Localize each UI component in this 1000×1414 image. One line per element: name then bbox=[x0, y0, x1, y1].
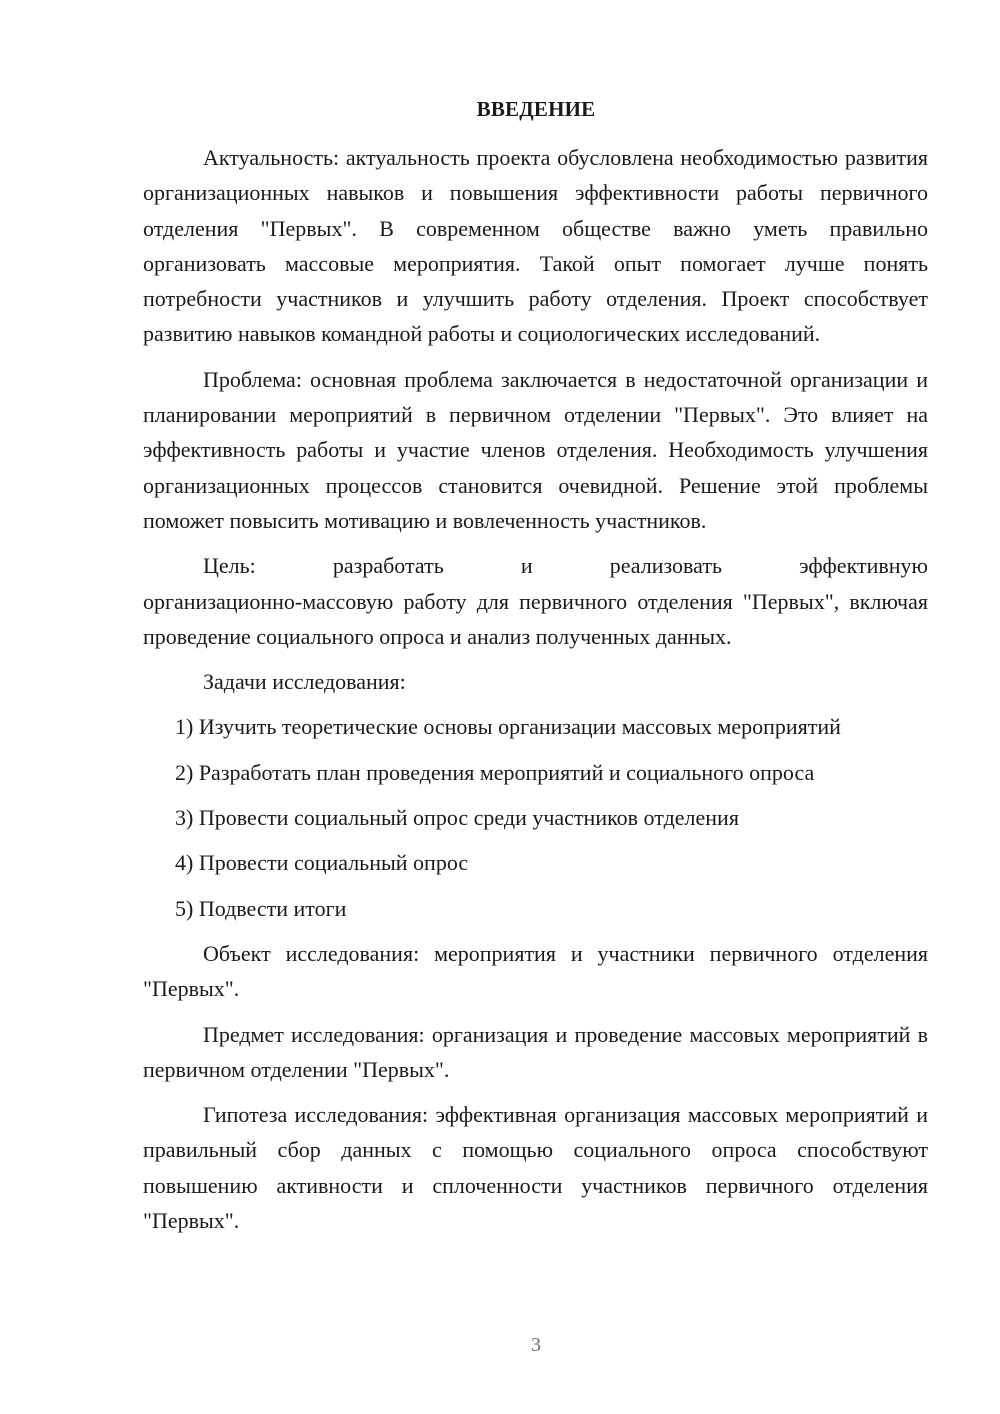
task-item: 3) Провести социальный опрос среди участников отделения bbox=[175, 805, 739, 831]
subject-paragraph: Предмет исследования: организация и проведение массовых мероприятий в первичном отделении "Первых". bbox=[143, 1021, 928, 1082]
goal-word: реализовать bbox=[609, 553, 722, 579]
document-body bbox=[143, 140, 928, 1248]
page-title: ВВЕДЕНИЕ bbox=[476, 97, 596, 121]
page-number: 3 bbox=[531, 1334, 541, 1356]
goal-word: разработать bbox=[332, 553, 444, 579]
tasks-heading: Задачи исследования: bbox=[203, 669, 406, 695]
tasks-list bbox=[143, 709, 928, 925]
goal-word: и bbox=[520, 553, 533, 579]
goal-word: эффективную bbox=[799, 553, 928, 579]
hypothesis-paragraph: Гипотеза исследования: эффективная организация массовых мероприятий и правильный сбор данных с помощью социального опроса способствуют повышению активности и сплоченности участников первичного отделения "Первых". bbox=[143, 1102, 928, 1234]
goal-paragraph bbox=[143, 548, 928, 654]
goal-word: Цель: bbox=[203, 553, 256, 579]
goal-first-line bbox=[143, 548, 928, 583]
task-item: 2) Разработать план проведения мероприятий и социального опроса bbox=[175, 759, 815, 785]
problem-paragraph: Проблема: основная проблема заключается в недостаточной организации и планировании мероприятий в первичном отделении "Первых". Это влияет на эффективность работы и участие членов отделения. Необходимость улучшения организационных процессов становится очевидной. Решение этой проблемы поможет повысить мотивацию и вовлеченность участников. bbox=[143, 366, 928, 533]
task-item: 1) Изучить теоретические основы организации массовых мероприятий bbox=[175, 714, 841, 740]
task-item: 4) Провести социальный опрос bbox=[175, 850, 469, 876]
task-item: 5) Подвести итоги bbox=[175, 895, 347, 921]
object-paragraph: Объект исследования: мероприятия и участники первичного отделения "Первых". bbox=[143, 940, 928, 1002]
relevance-paragraph: Актуальность: актуальность проекта обусловлена необходимостью развития организационных навыков и повышения эффективности работы первичного отделения "Первых". В современном обществе важно уметь правильно организовать массовые мероприятия. Такой опыт помогает лучше понять потребности участников и улучшить работу отделения. Проект способствует развитию навыков командной работы и социологических исследований. bbox=[143, 145, 928, 347]
goal-rest-text: организационно-массовую работу для первичного отделения "Первых", включая проведение социального опроса и анализ полученных данных. bbox=[143, 588, 928, 649]
